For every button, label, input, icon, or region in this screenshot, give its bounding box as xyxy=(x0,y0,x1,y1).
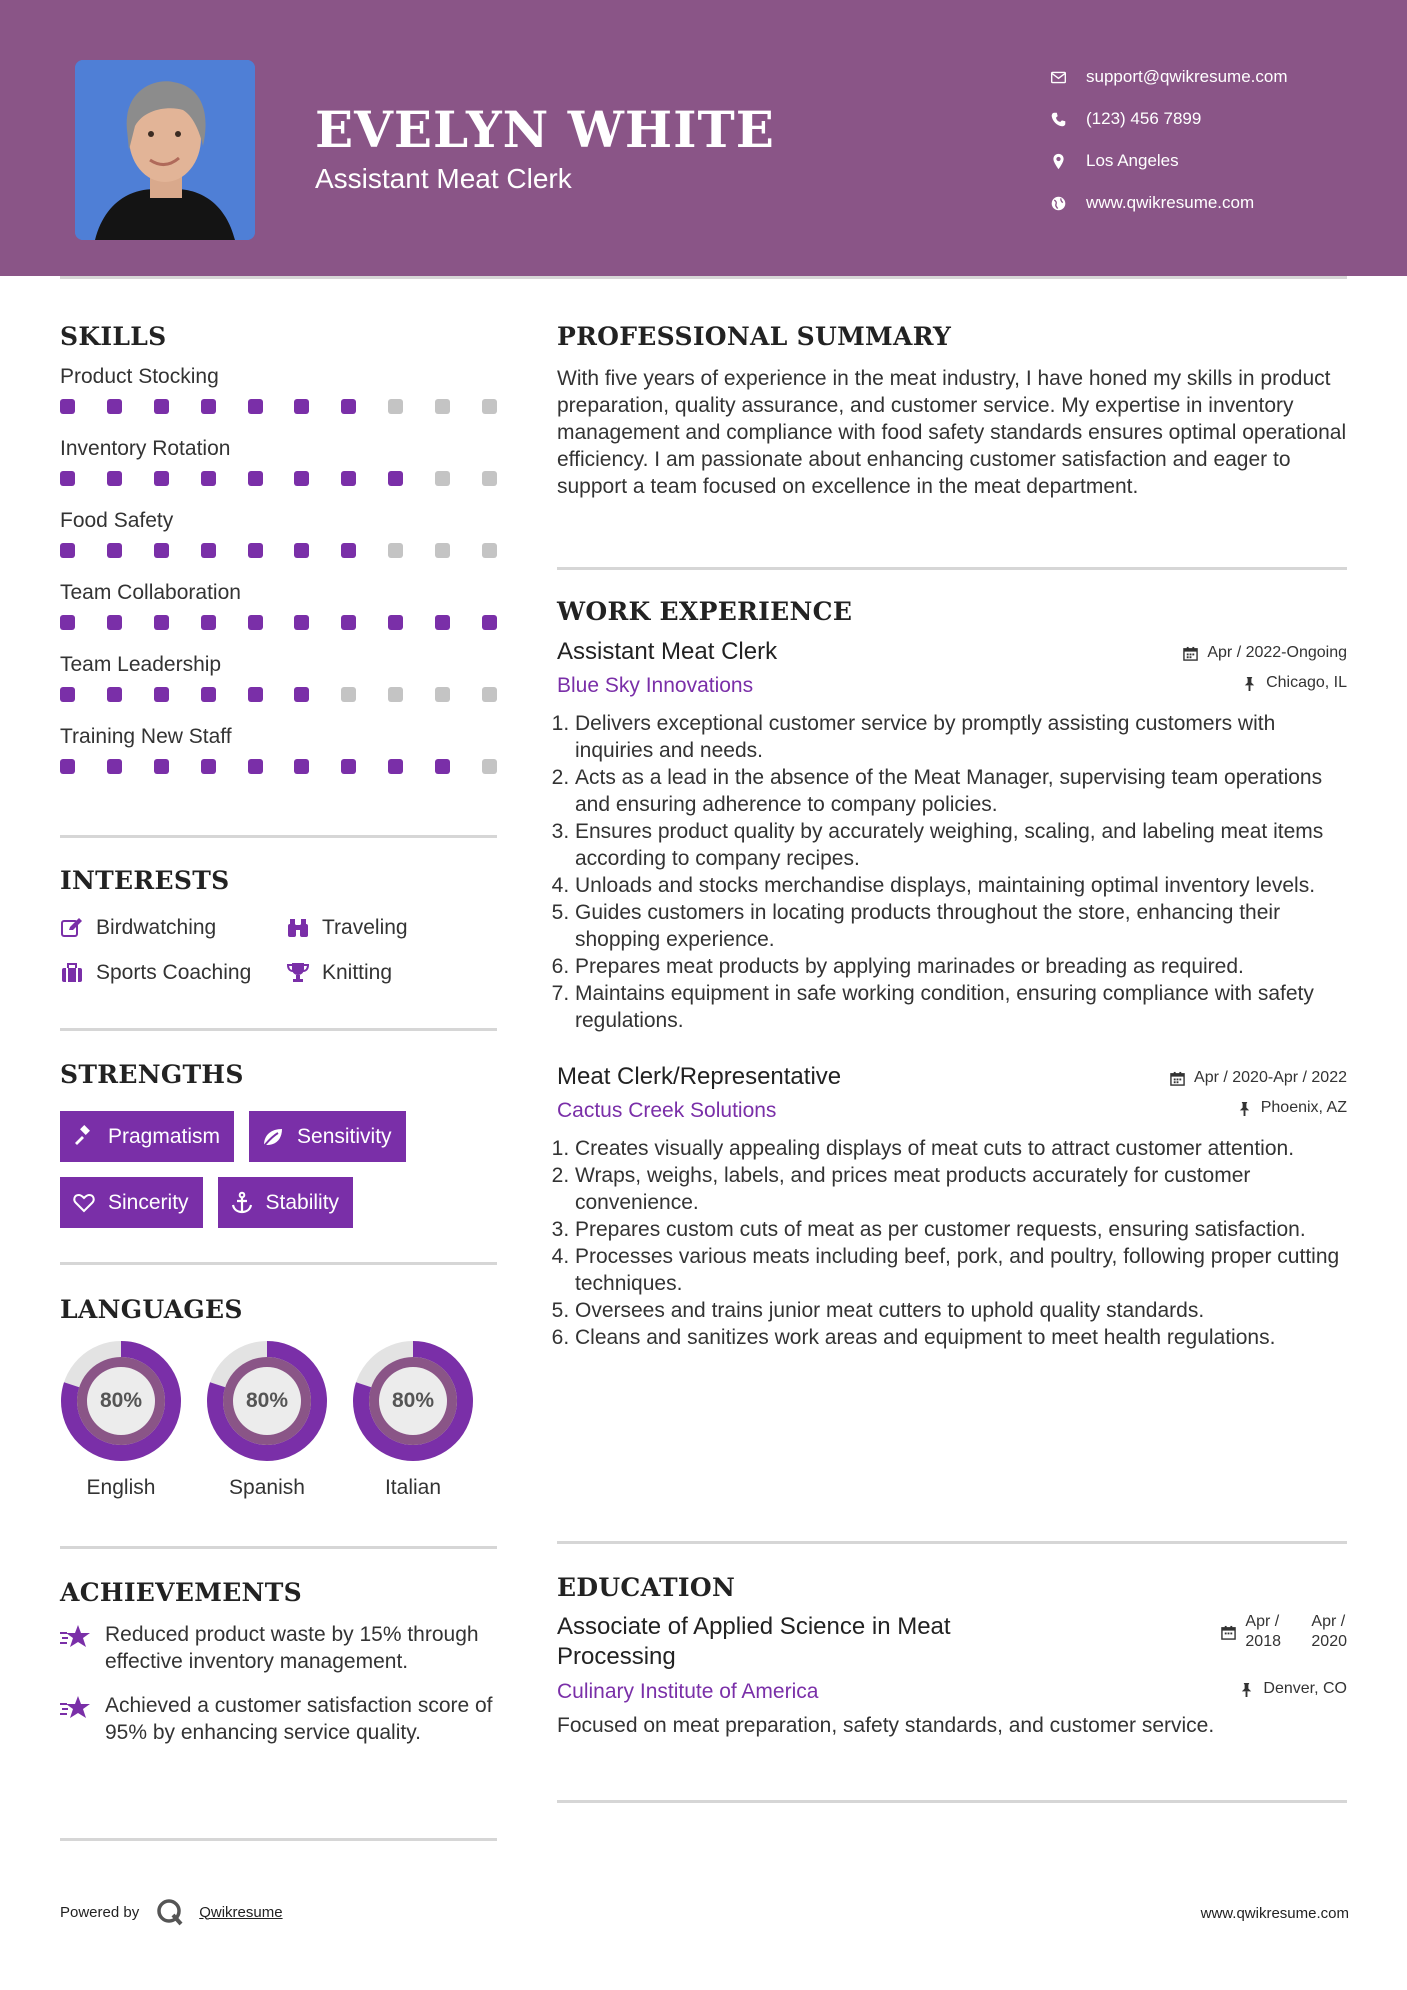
skill-item xyxy=(60,725,497,797)
heart-icon xyxy=(72,1191,96,1215)
strength-tag xyxy=(60,1111,234,1162)
achievement-item xyxy=(60,1692,497,1746)
education-start-month: Apr / xyxy=(1245,1613,1280,1630)
languages-list xyxy=(60,1340,497,1500)
achievement-item xyxy=(60,1621,497,1675)
rating-dot-empty xyxy=(482,399,497,414)
language-progress-ring xyxy=(206,1340,328,1462)
rating-dot-filled xyxy=(154,687,169,702)
footer-powered-by xyxy=(60,1897,283,1927)
rating-dot-filled xyxy=(341,399,356,414)
map-pin-icon xyxy=(1050,153,1086,170)
work-section xyxy=(557,597,1347,1351)
calendar-icon xyxy=(1221,1625,1236,1640)
responsibility-item: 3. Ensures product quality by accurately weighing, scaling, and labeling meat items according to company recipes. xyxy=(575,818,1347,872)
interest-label: Sports Coaching xyxy=(96,960,252,984)
contact-website-text: www.qwikresume.com xyxy=(1086,193,1255,212)
rating-dot-empty xyxy=(482,687,497,702)
responsibility-item: 7. Maintains equipment in safe working condition, ensuring compliance with safety regulations. xyxy=(575,980,1347,1034)
skills-divider xyxy=(60,835,497,838)
rating-dot-filled xyxy=(248,399,263,414)
education-divider xyxy=(557,1800,1347,1803)
rating-dot-empty xyxy=(482,759,497,774)
job-location xyxy=(1242,674,1347,692)
achievements-section xyxy=(60,1578,497,1763)
achievement-text: Achieved a customer satisfaction score of 95% by enhancing service quality. xyxy=(105,1694,493,1744)
education-start-year: 2018 xyxy=(1245,1633,1281,1650)
responsibility-item: 1. Delivers exceptional customer service by promptly assisting customers with inquiries and needs. xyxy=(575,710,1347,764)
responsibility-item: 4. Processes various meats including beef, pork, and poultry, following proper cutting techniques. xyxy=(575,1243,1347,1297)
rating-dot-filled xyxy=(341,471,356,486)
responsibility-item: 6. Prepares meat products by applying marinades or breading as required. xyxy=(575,953,1347,980)
job-dates xyxy=(1183,644,1347,662)
responsibility-item: 2. Acts as a lead in the absence of the Meat Manager, supervising team operations and ensuring adherence to company policies. xyxy=(575,764,1347,818)
qwikresume-logo-icon xyxy=(155,1897,185,1927)
interest-label: Traveling xyxy=(322,915,408,939)
rating-dot-filled xyxy=(107,759,122,774)
rating-dot-filled xyxy=(482,615,497,630)
rating-dot-filled xyxy=(154,399,169,414)
rating-dot-filled xyxy=(201,543,216,558)
rating-dot-filled xyxy=(60,471,75,486)
language-item xyxy=(206,1340,328,1500)
header-divider xyxy=(60,276,1347,279)
strength-label: Stability xyxy=(265,1190,340,1214)
rating-dot-filled xyxy=(294,399,309,414)
rating-dot-empty xyxy=(388,543,403,558)
interest-item xyxy=(286,905,408,950)
job-location-text: Phoenix, AZ xyxy=(1260,1099,1347,1116)
responsibility-item: 4. Unloads and stocks merchandise displays, maintaining optimal inventory levels. xyxy=(575,872,1347,899)
envelope-icon xyxy=(1050,69,1086,86)
interests-list xyxy=(60,905,497,995)
school-name: Culinary Institute of America xyxy=(557,1680,819,1703)
interests-heading: INTERESTS xyxy=(60,866,230,895)
star-icon xyxy=(60,1621,105,1675)
skill-item xyxy=(60,581,497,653)
rating-dot-empty xyxy=(435,687,450,702)
skills-section xyxy=(60,322,497,797)
education-dates xyxy=(1221,1612,1347,1652)
language-name: English xyxy=(86,1476,156,1499)
rating-dot-filled xyxy=(201,759,216,774)
strength-tag xyxy=(218,1177,354,1228)
rating-dot-filled xyxy=(248,543,263,558)
summary-heading: PROFESSIONAL SUMMARY xyxy=(557,322,952,351)
contact-email-text: support@qwikresume.com xyxy=(1086,67,1288,86)
responsibilities-list xyxy=(557,710,1347,1034)
contact-location xyxy=(1050,140,1380,182)
rating-dot-empty xyxy=(435,399,450,414)
language-percent: 80% xyxy=(391,1389,435,1412)
education-end-month: Apr / xyxy=(1311,1613,1346,1630)
skill-name: Team Collaboration xyxy=(60,581,241,604)
rating-dot-empty xyxy=(341,687,356,702)
responsibility-item: 3. Prepares custom cuts of meat as per customer requests, ensuring satisfaction. xyxy=(575,1216,1347,1243)
education-description: Focused on meat preparation, safety standards, and customer service. xyxy=(557,1714,1215,1737)
rating-dot-filled xyxy=(201,399,216,414)
anchor-icon xyxy=(230,1191,254,1215)
job-dates xyxy=(1170,1069,1347,1087)
skill-rating xyxy=(60,753,497,797)
rating-dot-filled xyxy=(107,543,122,558)
interest-item xyxy=(286,950,392,995)
responsibility-item: 2. Wraps, weighs, labels, and prices meat products accurately for customer convenience. xyxy=(575,1162,1347,1216)
interest-label: Birdwatching xyxy=(96,915,217,939)
language-name: Spanish xyxy=(229,1476,305,1499)
rating-dot-filled xyxy=(341,543,356,558)
contact-phone[interactable] xyxy=(1050,98,1380,140)
rating-dot-filled xyxy=(388,615,403,630)
rating-dot-filled xyxy=(107,687,122,702)
education-location xyxy=(1239,1680,1347,1698)
skill-rating xyxy=(60,393,497,437)
job-entry xyxy=(557,1063,1347,1351)
rating-dot-filled xyxy=(435,615,450,630)
responsibility-item: 5. Oversees and trains junior meat cutters to uphold quality standards. xyxy=(575,1297,1347,1324)
rating-dot-filled xyxy=(248,471,263,486)
education-heading: EDUCATION xyxy=(557,1573,736,1602)
rating-dot-filled xyxy=(60,687,75,702)
skill-rating xyxy=(60,537,497,581)
gavel-icon xyxy=(72,1125,96,1149)
binoculars-icon xyxy=(286,916,322,940)
phone-icon xyxy=(1050,111,1086,128)
rating-dot-filled xyxy=(107,471,122,486)
contact-phone-text: (123) 456 7899 xyxy=(1086,109,1202,128)
strength-tag xyxy=(60,1177,203,1228)
achievement-text: Reduced product waste by 15% through effective inventory management. xyxy=(105,1623,479,1673)
rating-dot-empty xyxy=(435,471,450,486)
language-item xyxy=(352,1340,474,1500)
responsibility-item: 6. Cleans and sanitizes work areas and equipment to meet health regulations. xyxy=(575,1324,1347,1351)
interest-label: Knitting xyxy=(322,960,393,984)
contact-website[interactable] xyxy=(1050,182,1380,224)
job-entry xyxy=(557,638,1347,1034)
rating-dot-empty xyxy=(435,543,450,558)
suitcase-icon xyxy=(60,961,96,985)
skill-name: Product Stocking xyxy=(60,365,219,388)
skill-rating xyxy=(60,681,497,725)
job-dates-text: Apr / 2020-Apr / 2022 xyxy=(1194,1069,1347,1086)
rating-dot-filled xyxy=(388,759,403,774)
rating-dot-filled xyxy=(154,471,169,486)
skills-heading: SKILLS xyxy=(60,322,167,351)
skill-item xyxy=(60,653,497,725)
skill-item xyxy=(60,365,497,437)
achievements-divider xyxy=(60,1838,497,1841)
rating-dot-filled xyxy=(201,615,216,630)
company-name: Blue Sky Innovations xyxy=(557,674,754,697)
skill-rating xyxy=(60,465,497,509)
job-dates-text: Apr / 2022-Ongoing xyxy=(1207,644,1347,661)
rating-dot-filled xyxy=(60,615,75,630)
rating-dot-filled xyxy=(201,471,216,486)
rating-dot-empty xyxy=(388,687,403,702)
education-section xyxy=(557,1573,1347,1738)
rating-dot-filled xyxy=(60,399,75,414)
leaf-icon xyxy=(261,1125,285,1149)
skill-name: Training New Staff xyxy=(60,725,232,748)
globe-icon xyxy=(1050,195,1086,212)
strengths-heading: STRENGTHS xyxy=(60,1060,244,1089)
strength-label: Sincerity xyxy=(108,1190,189,1214)
responsibilities-list xyxy=(557,1135,1347,1351)
star-icon xyxy=(60,1692,105,1746)
language-percent: 80% xyxy=(245,1389,289,1412)
language-name: Italian xyxy=(384,1476,442,1499)
skill-item xyxy=(60,437,497,509)
responsibility-item: 1. Creates visually appealing displays of meat cuts to attract customer attention. xyxy=(575,1135,1347,1162)
interest-item xyxy=(60,950,278,995)
pushpin-icon xyxy=(1239,1682,1254,1697)
rating-dot-empty xyxy=(482,471,497,486)
resume-header xyxy=(0,0,1407,276)
work-divider xyxy=(557,1541,1347,1544)
contact-location-text: Los Angeles xyxy=(1086,151,1179,170)
job-title: Meat Clerk/Representative xyxy=(557,1063,842,1090)
work-heading: WORK EXPERIENCE xyxy=(557,597,853,626)
interests-divider xyxy=(60,1028,497,1031)
rating-dot-filled xyxy=(154,543,169,558)
strengths-list xyxy=(60,1111,497,1243)
language-percent: 80% xyxy=(99,1389,143,1412)
rating-dot-filled xyxy=(294,543,309,558)
pushpin-icon xyxy=(1242,676,1257,691)
summary-divider xyxy=(557,567,1347,570)
language-item xyxy=(60,1340,182,1500)
skill-rating xyxy=(60,609,497,653)
rating-dot-filled xyxy=(154,615,169,630)
language-progress-ring xyxy=(352,1340,474,1462)
achievements-list xyxy=(60,1621,497,1746)
pencil-square-icon xyxy=(60,916,96,940)
rating-dot-filled xyxy=(154,759,169,774)
interest-item xyxy=(60,905,278,950)
rating-dot-filled xyxy=(294,471,309,486)
calendar-icon xyxy=(1183,646,1198,661)
calendar-icon xyxy=(1170,1071,1185,1086)
skill-item xyxy=(60,509,497,581)
language-progress-ring xyxy=(60,1340,182,1462)
profile-photo xyxy=(75,60,255,240)
rating-dot-filled xyxy=(60,759,75,774)
powered-by-label: Powered by xyxy=(60,1903,140,1921)
strength-tag xyxy=(249,1111,406,1162)
rating-dot-filled xyxy=(294,759,309,774)
company-name: Cactus Creek Solutions xyxy=(557,1099,777,1122)
trophy-icon xyxy=(286,961,322,985)
portrait-image xyxy=(75,60,255,240)
rating-dot-empty xyxy=(482,543,497,558)
rating-dot-filled xyxy=(294,615,309,630)
brand-link[interactable]: Qwikresume xyxy=(199,1903,283,1921)
strength-label: Sensitivity xyxy=(297,1124,392,1148)
skill-name: Team Leadership xyxy=(60,653,222,676)
strengths-divider xyxy=(60,1262,497,1265)
education-location-text: Denver, CO xyxy=(1263,1680,1347,1697)
strengths-section xyxy=(60,1060,497,1243)
contact-email[interactable] xyxy=(1050,56,1380,98)
job-title: Assistant Meat Clerk xyxy=(557,638,778,665)
candidate-title: Assistant Meat Clerk xyxy=(315,163,572,194)
rating-dot-filled xyxy=(388,471,403,486)
job-location xyxy=(1237,1099,1347,1117)
summary-section xyxy=(557,322,1347,500)
rating-dot-filled xyxy=(341,759,356,774)
rating-dot-empty xyxy=(388,399,403,414)
skill-name: Food Safety xyxy=(60,509,174,532)
contact-list xyxy=(1050,56,1380,224)
job-location-text: Chicago, IL xyxy=(1266,674,1347,691)
pushpin-icon xyxy=(1237,1101,1252,1116)
languages-section xyxy=(60,1295,497,1500)
rating-dot-filled xyxy=(201,687,216,702)
rating-dot-filled xyxy=(248,759,263,774)
rating-dot-filled xyxy=(435,759,450,774)
rating-dot-filled xyxy=(107,399,122,414)
rating-dot-filled xyxy=(248,687,263,702)
languages-heading: LANGUAGES xyxy=(60,1295,243,1324)
candidate-name: EVELYN WHITE xyxy=(315,100,775,159)
rating-dot-filled xyxy=(60,543,75,558)
footer-website[interactable]: www.qwikresume.com xyxy=(1200,1905,1349,1922)
rating-dot-filled xyxy=(294,687,309,702)
rating-dot-filled xyxy=(248,615,263,630)
languages-divider xyxy=(60,1546,497,1549)
responsibility-item: 5. Guides customers in locating products throughout the store, enhancing their shopping experience. xyxy=(575,899,1347,953)
rating-dot-filled xyxy=(107,615,122,630)
education-end-year: 2020 xyxy=(1311,1633,1347,1650)
achievements-heading: ACHIEVEMENTS xyxy=(60,1578,302,1607)
strength-label: Pragmatism xyxy=(108,1124,221,1148)
summary-text: With five years of experience in the meat industry, I have honed my skills in product preparation, quality assurance, and customer service. My expertise in inventory management and compliance with food safety standards ensures optimal operational efficiency. I am passionate about enhancing customer satisfaction and eager to support a team focused on excellence in the meat department. xyxy=(557,367,1347,498)
interests-section xyxy=(60,866,497,995)
skills-list xyxy=(60,365,497,797)
skill-name: Inventory Rotation xyxy=(60,437,231,460)
degree-title: Associate of Applied Science in Meat Processing xyxy=(557,1613,951,1670)
rating-dot-filled xyxy=(341,615,356,630)
